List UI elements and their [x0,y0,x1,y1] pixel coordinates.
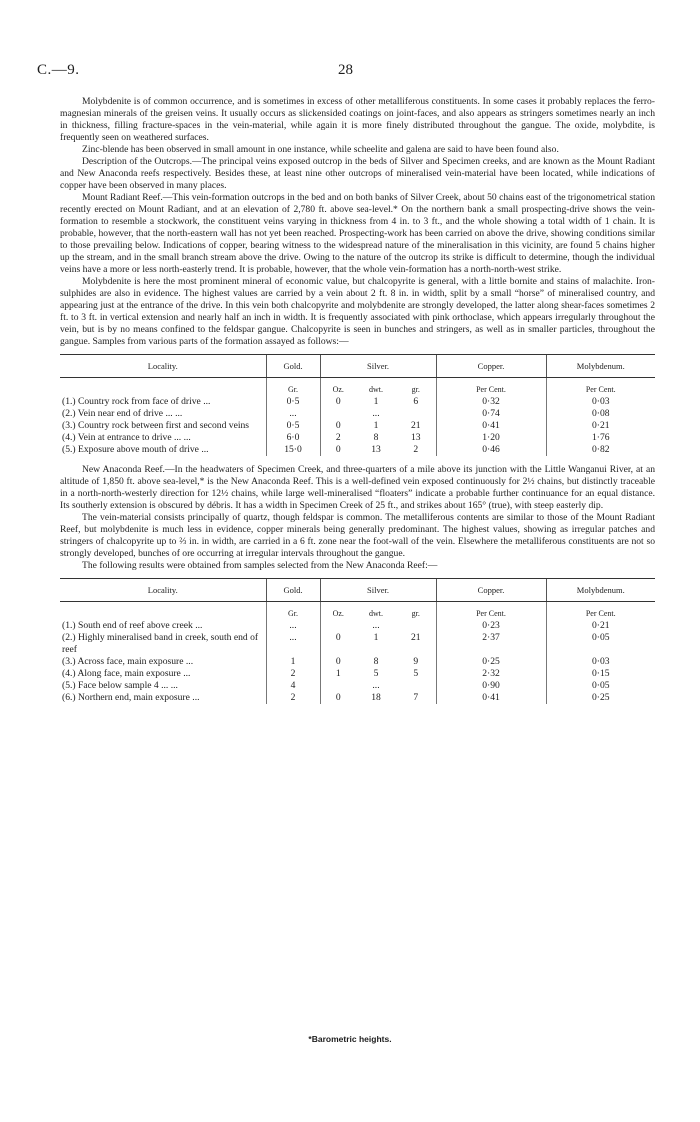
leader-dots: ... [203,396,211,407]
cell-silver-gr: 9 [413,656,419,667]
cell-silver-gr [396,620,436,632]
section-mount-radiant [60,96,655,348]
cell-locality [60,656,266,668]
assay-table-new-anaconda [60,578,655,704]
cell-locality [60,432,266,444]
cell-silver-gr: 13 [410,432,421,443]
unit-label: Per Cent. [436,602,546,621]
cell-silver-gr: 2 [413,444,419,455]
table-row [60,656,655,668]
locality-text: (5.) Face below sample 4 [62,680,159,691]
cell-gold: ... [266,632,320,656]
cell-locality [60,680,266,692]
leader-dots: ... ... [161,680,178,691]
cell-silver-oz: 0 [320,444,356,456]
cell-silver-oz: 0 [320,632,356,656]
col-header-copper: Copper. [436,355,546,378]
table-body [60,602,655,705]
unit-label: Gr. [266,378,320,397]
cell-molybdenum: 0·03 [546,656,655,668]
table-row [60,668,655,680]
cell-molybdenum: 0·08 [546,408,655,420]
cell-silver-dwt: 1 [373,396,379,407]
cell-gold: ... [266,620,320,632]
leader-dots: ... [201,444,209,455]
paragraph: Molybdenite is here the most prominent mineral of economic value, but chalcopyrite is general, with a little bornite and stains of malachite. Iron-sulphides are also in evidence. The highest values are carried by a vein about 2 ft. 8 in. in width, split by a small “horse” of mineralised country, and appearing just at the entrance of the drive. In this vein both chalcopyrite and molybdenite are strongly developed, the latter along shear-faces sometimes 2 ft. to 3 ft. in vertical extension and nearly half an inch in width. It is frequently associated with pink orthoclase, which appears irregularly throughout the vein, but is by no means confined to the feldspar gangue. Chalcopyrite is seen in bunches and stringers, as well as in smaller particles, throughout the gangue. Samples from various parts of the formation assayed as follows:— [60,276,655,347]
table-body [60,378,655,457]
cell-silver-oz [320,408,356,420]
cell-silver-oz: 0 [320,396,356,408]
locality-text: (3.) Country rock between first and second veins [62,420,250,431]
table-row [60,432,655,444]
cell-locality [60,396,266,408]
col-header-molybdenum: Molybdenum. [546,355,655,378]
cell-silver-dwt: 5 [373,668,379,679]
cell-molybdenum: 1·76 [546,432,655,444]
cell-copper: 0·41 [436,420,546,432]
cell-copper: 0·46 [436,444,546,456]
unit-label: Oz. [320,602,356,621]
table-row [60,680,655,692]
cell-molybdenum: 0·03 [546,396,655,408]
cell-locality [60,632,266,656]
cell-copper: 0·74 [436,408,546,420]
locality-text: (2.) Highly mineralised band in creek, south end of reef [62,632,259,655]
col-header-gold: Gold. [266,579,320,602]
table-row [60,692,655,704]
cell-silver-dwt: 1 [373,420,379,431]
col-header-locality: Locality. [60,355,266,378]
cell-molybdenum: 0·21 [546,620,655,632]
unit-label: Per Cent. [436,378,546,397]
locality-text: (1.) Country rock from face of drive [62,396,201,407]
cell-gold: 0·5 [266,396,320,408]
cell-gold: ... [266,408,320,420]
cell-locality [60,444,266,456]
table-row [60,408,655,420]
table-row [60,396,655,408]
cell-silver-oz: 2 [320,432,356,444]
cell-silver-dwt: 8 [373,656,379,667]
cell-silver-dwt: ... [372,680,380,691]
cell-silver-dwt: 8 [373,432,379,443]
paragraph: Mount Radiant Reef.—This vein-formation outcrops in the bed and on both banks of Silver Creek, about 50 chains east of the trigonometrical station recently erected on Mount Radiant, and at an elevation of 2,780 ft. above sea-level.* On the northern bank a small prospecting-drive shows the vein-formation to resemble a stockwork, the constituent veins varying in thickness from 4 in. to 3 ft., and the whole showing a total width of 1 chain. It is probable, however, that the north-eastern wall has not yet been reached. Prospecting-work has been carried on above the drive, showing conditions similar to those prevailing below. Indications of copper, bearing witness to the widespread nature of the mineralisation in this vicinity, are found 5 chains higher up the stream, and in the small branch stream above the drive. Owing to the nature of the outcrop its strike is difficult to determine, though the individual veins have a more or less north-easterly trend. It is probable, however, that the whole vein-formation has a north-north-west strike. [60,192,655,275]
leader-dots: ... ... [165,408,183,419]
assay-table-mount-radiant [60,354,655,456]
unit-label: dwt. [369,609,383,618]
leader-dots: ... [192,692,200,703]
cell-copper: 0·23 [436,620,546,632]
cell-locality [60,408,266,420]
cell-silver-oz: 0 [320,420,356,432]
paragraph: Description of the Outcrops.—The principal veins exposed outcrop in the beds of Silver and Specimen creeks, and are known as the Mount Radiant and New Anaconda reefs respectively. Besides these, at least nine other outcrops of mineralised vein-material have been located, while indications of copper have been observed in many places. [60,156,655,191]
cell-copper: 0·25 [436,656,546,668]
col-header-silver: Silver. [320,579,436,602]
leader-dots: ... ... [173,432,191,443]
unit-label [60,378,266,397]
cell-copper: 1·20 [436,432,546,444]
cell-silver-dwt: 13 [371,444,381,455]
cell-silver-oz: 0 [320,692,356,704]
cell-molybdenum: 0·82 [546,444,655,456]
cell-locality [60,620,266,632]
locality-text: (3.) Across face, main exposure [62,656,184,667]
paragraph: Molybdenite is of common occurrence, and is sometimes in excess of other metalliferous constituents. In some cases it probably replaces the ferro-magnesian minerals of the greisen veins. It usually occurs as slickensided coatings on joint-faces, and also appears as stringers sometimes nearly an inch in thickness, filling fracture-spaces in the vein-material, while again it is more finely distributed throughout the gangue. The oxide, molybdite, is frequently seen on weathered surfaces. [60,96,655,143]
cell-silver-oz: 0 [320,656,356,668]
col-header-locality: Locality. [60,579,266,602]
cell-locality [60,692,266,704]
cell-molybdenum: 0·21 [546,420,655,432]
cell-copper: 0·32 [436,396,546,408]
locality-text: (4.) Vein at entrance to drive [62,432,172,443]
cell-gold: 2 [266,692,320,704]
col-header-molybdenum: Molybdenum. [546,579,655,602]
table-row [60,632,655,656]
cell-gold: 6·0 [266,432,320,444]
cell-silver-gr [396,680,436,692]
page-number: 28 [338,62,353,78]
paragraph: New Anaconda Reef.—In the headwaters of Specimen Creek, and three-quarters of a mile above its junction with the Little Wanganui River, at an altitude of 1,850 ft. above sea-level,* is the New Anaconda Reef. This is a well-defined vein exposed continuously for 2½ chains, but distinctly traceable in a north-north-westerly direction for 12½ chains, while large well-mineralised “floaters” indicate a probable further continuance for an equal distance. Its southerly extension is obscured by débris. It has a width in Specimen Creek of 25 ft., and strikes about 165° (true), with steep easterly dip. [60,464,655,511]
locality-text: (5.) Exposure above mouth of drive [62,444,199,455]
cell-molybdenum: 0·15 [546,668,655,680]
report-code: C.—9. [37,62,80,78]
cell-locality [60,420,266,432]
locality-text: (2.) Vein near end of drive [62,408,164,419]
unit-label: Gr. [266,602,320,621]
paragraph: The following results were obtained from samples selected from the New Anaconda Reef:— [82,560,438,571]
cell-gold: 0·5 [266,420,320,432]
leader-dots: ... [195,620,203,631]
cell-silver-dwt: 1 [373,632,379,643]
units-row [60,378,655,397]
col-header-gold: Gold. [266,355,320,378]
unit-label: dwt. [369,385,383,394]
body-text [60,96,655,712]
locality-text: (4.) Along face, main exposure [62,668,181,679]
table-row [60,620,655,632]
section-new-anaconda [60,464,655,572]
unit-label: gr. [411,609,420,618]
cell-copper: 2·37 [436,632,546,656]
cell-copper: 0·41 [436,692,546,704]
cell-silver-dwt: ... [372,620,380,631]
cell-gold: 15·0 [266,444,320,456]
cell-gold: 2 [266,668,320,680]
units-row [60,602,655,621]
paragraph: Zinc-blende has been observed in small amount in one instance, while scheelite and galena are said to have been found also. [82,144,559,155]
leader-dots: ... [183,668,191,679]
cell-copper: 2·32 [436,668,546,680]
locality-text: (6.) Northern end, main exposure [62,692,190,703]
cell-silver-dwt: 18 [371,692,381,703]
cell-silver-gr: 21 [410,420,421,431]
cell-molybdenum: 0·25 [546,692,655,704]
cell-silver-gr: 21 [410,632,421,643]
unit-label: Per Cent. [546,602,655,621]
leader-dots: ... [185,656,194,667]
table-row [60,444,655,456]
unit-label: gr. [411,385,420,394]
cell-silver-gr: 7 [413,692,419,703]
table-row [60,420,655,432]
col-header-copper: Copper. [436,579,546,602]
cell-molybdenum: 0·05 [546,632,655,656]
cell-copper: 0·90 [436,680,546,692]
cell-locality [60,668,266,680]
footnote: *Barometric heights. [308,1034,392,1044]
locality-text: (1.) South end of reef above creek [62,620,193,631]
cell-gold: 4 [266,680,320,692]
cell-silver-gr [396,408,436,420]
unit-label [60,602,266,621]
unit-label: Oz. [320,378,356,397]
cell-gold: 1 [266,656,320,668]
paragraph: The vein-material consists principally of quartz, though feldspar is common. The metalliferous contents are similar to those of the Mount Radiant Reef, but molybdenite is much less in evidence, copper minerals being generally predominant. The highest values, showing as irregular patches and stringers of chalcopyrite up to ⅔ in. in width, are carried in a 6 ft. zone near the foot-wall of the vein. Elsewhere the metalliferous constituents are not so strongly developed, bunches of ore occurring at irregular intervals throughout the gangue. [60,512,655,559]
cell-silver-oz: 1 [320,668,356,680]
cell-silver-oz [320,680,356,692]
cell-silver-dwt: ... [372,408,380,419]
cell-silver-oz [320,620,356,632]
cell-molybdenum: 0·05 [546,680,655,692]
cell-silver-gr: 6 [413,396,419,407]
col-header-silver: Silver. [320,355,436,378]
cell-silver-gr: 5 [413,668,419,679]
unit-label: Per Cent. [546,378,655,397]
